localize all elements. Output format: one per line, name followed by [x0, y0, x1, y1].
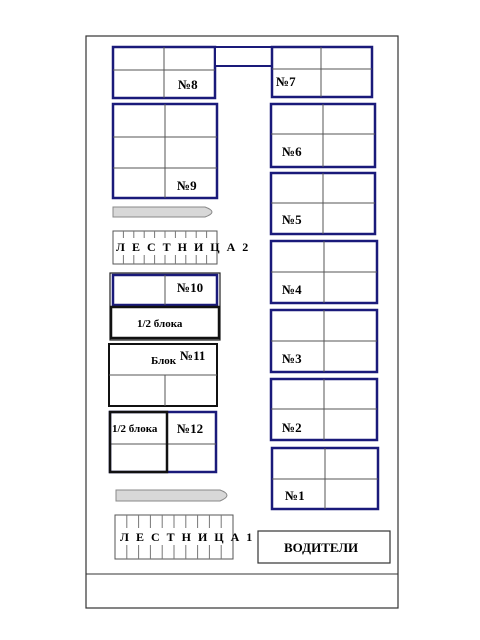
block-12-label: №12 — [177, 421, 204, 436]
block-7-label: №7 — [276, 74, 296, 89]
drivers-label: ВОДИТЕЛИ — [284, 540, 359, 555]
block-4-label: №4 — [282, 282, 302, 297]
block-12[interactable] — [110, 412, 216, 472]
block-2[interactable] — [271, 379, 377, 440]
ramp-upper — [113, 207, 212, 217]
stair-1-label: Л Е С Т Н И Ц А 1 — [120, 530, 255, 544]
block-9[interactable] — [113, 104, 217, 198]
ramp-lower — [116, 490, 227, 501]
block-3-label: №3 — [282, 351, 302, 366]
block-5-label: №5 — [282, 212, 302, 227]
block-2-label: №2 — [282, 420, 302, 435]
block-3[interactable] — [271, 310, 377, 372]
block-11-label: №11 — [180, 348, 206, 363]
stair-1 — [115, 515, 254, 559]
half-block-12-label: 1/2 блока — [112, 423, 158, 435]
block-6[interactable] — [271, 104, 375, 167]
stair-2 — [113, 231, 250, 264]
block-5[interactable] — [271, 173, 375, 234]
block-1-label: №1 — [285, 488, 305, 503]
block-7[interactable] — [272, 47, 372, 97]
block-10-label: №10 — [177, 280, 204, 295]
block-9-label: №9 — [177, 178, 197, 193]
block-11[interactable] — [109, 344, 217, 406]
half-block-10-label: 1/2 блока — [137, 318, 183, 330]
block-6-label: №6 — [282, 144, 302, 159]
block-8[interactable] — [113, 47, 215, 98]
stair-2-label: Л Е С Т Н И Ц А 2 — [116, 240, 251, 254]
drivers-room[interactable] — [258, 531, 390, 563]
block-11-word: Блок — [151, 355, 177, 367]
block-1[interactable] — [272, 448, 378, 509]
block-4[interactable] — [271, 241, 377, 303]
block-8-label: №8 — [178, 77, 198, 92]
corridor-connector — [215, 47, 272, 66]
block-10[interactable] — [110, 273, 220, 340]
